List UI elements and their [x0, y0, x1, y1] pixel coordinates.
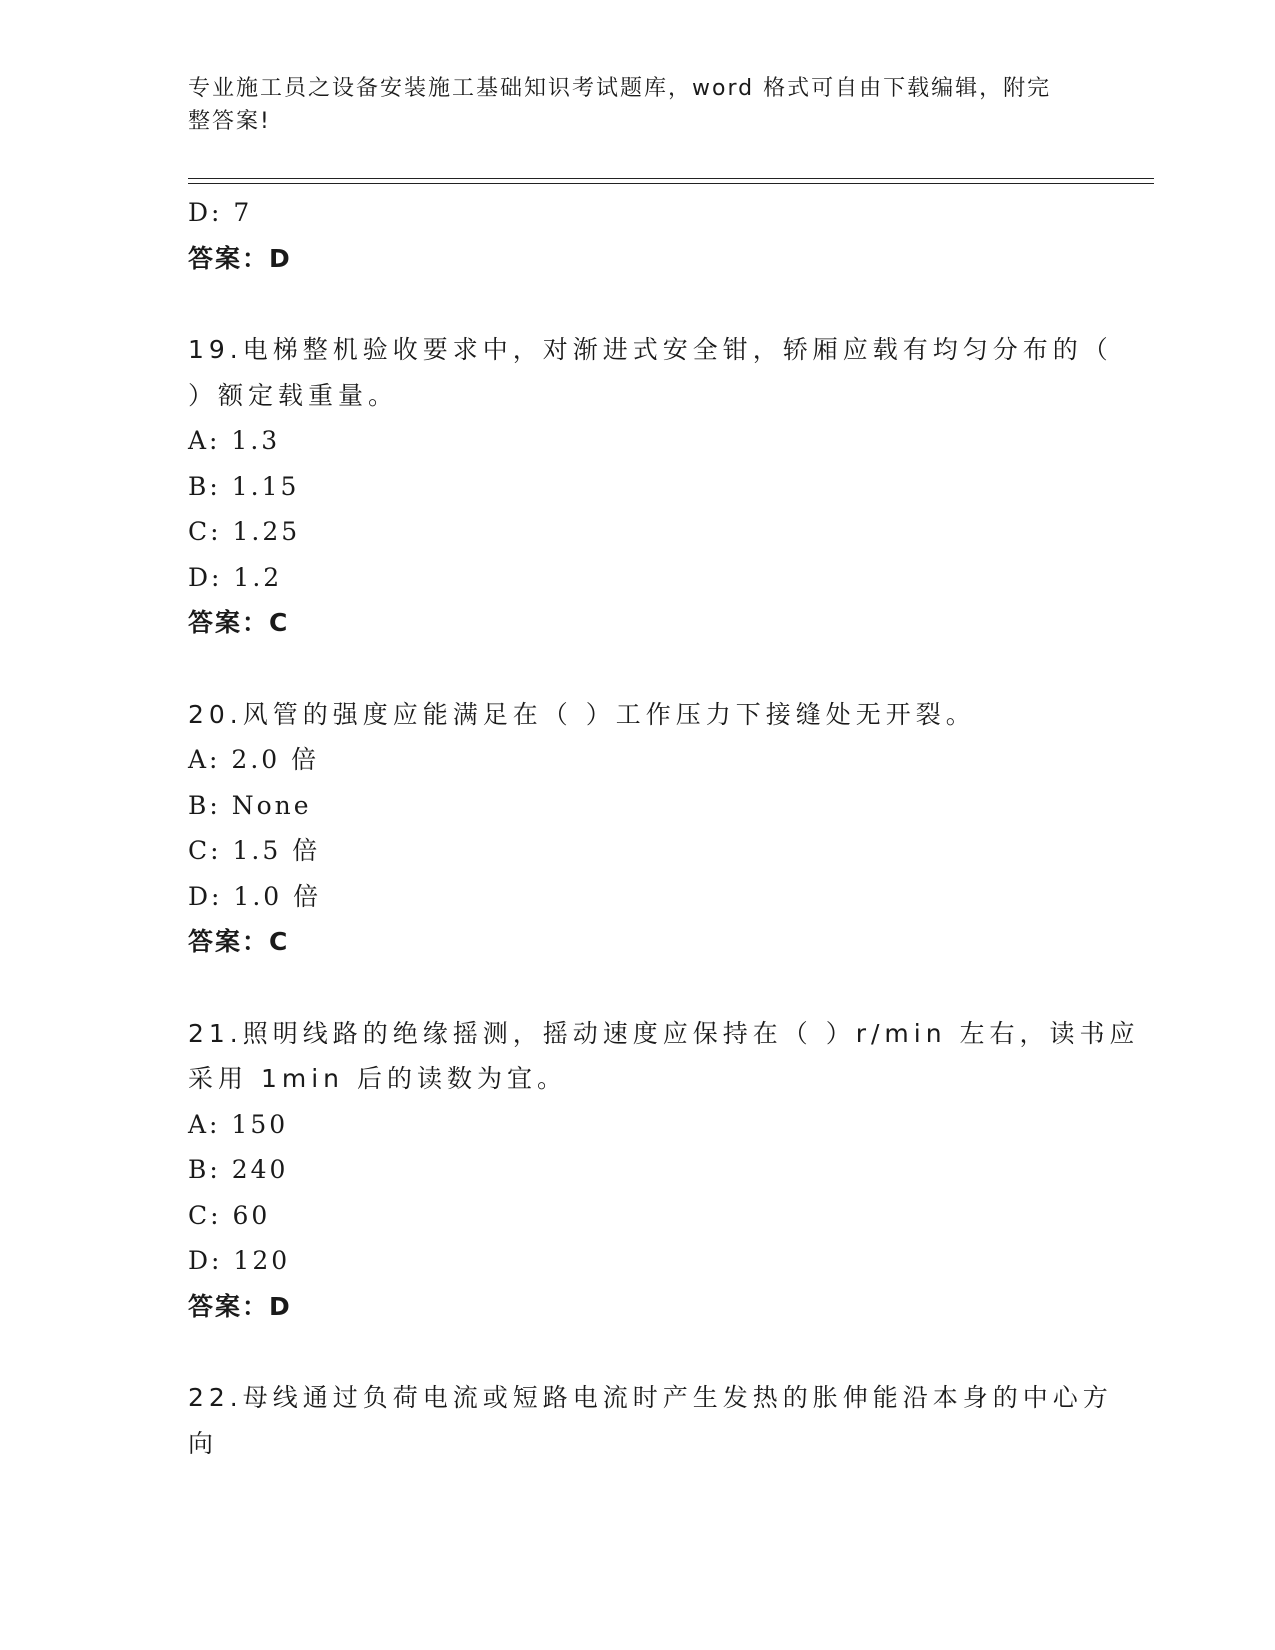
header-divider-bottom: [188, 183, 1154, 184]
option-c: C: 1.25: [188, 517, 301, 546]
answer: 答案：C: [188, 927, 290, 956]
question-22: [188, 1375, 1113, 1466]
option-d: D: 120: [188, 1246, 291, 1275]
spacer: [188, 646, 1088, 692]
option-b: B: 1.15: [188, 471, 300, 501]
answer: 答案：D: [188, 1291, 292, 1321]
header-title: 专业施工员之设备安装施工基础知识考试题库，word 格式可自由下载编辑，附完整答案!: [188, 76, 1052, 134]
header-divider-top: [188, 178, 1154, 179]
document-header: [188, 72, 1068, 138]
option-d: D: 1.2: [188, 562, 283, 592]
question-text: 19.电梯整机验收要求中，对渐进式安全钳，轿厢应载有均匀分布的（: [188, 335, 1113, 364]
spacer: [188, 1329, 1088, 1375]
option-d: D: 1.0 倍: [188, 881, 322, 911]
spacer: [188, 965, 1088, 1011]
question-19: [188, 327, 1113, 646]
question-18-tail: [188, 190, 1088, 281]
question-text: 21.照明线路的绝缘摇测，摇动速度应保持在（ ）r/min 左右，读书应: [188, 1018, 1140, 1048]
answer: 答案：C: [188, 608, 290, 637]
question-21: [188, 1011, 1140, 1330]
question-text-cont: 向: [188, 1428, 219, 1458]
question-text: 22.母线通过负荷电流或短路电流时产生发热的胀伸能沿本身的中心方: [188, 1383, 1113, 1412]
option-b: B: 240: [188, 1155, 289, 1184]
spacer: [188, 281, 1088, 327]
question-text-cont: 采用 1min 后的读数为宜。: [188, 1064, 567, 1093]
option-c: C: 1.5 倍: [188, 836, 321, 865]
option-b: B: None: [188, 790, 312, 820]
question-text: 20.风管的强度应能满足在（ ）工作压力下接缝处无开裂。: [188, 699, 976, 729]
answer: 答案：D: [188, 243, 292, 273]
option-c: C: 60: [188, 1200, 271, 1230]
option-a: A: 2.0 倍: [188, 745, 320, 774]
question-text-cont: ）额定载重量。: [188, 380, 399, 410]
option-d: D: 7: [188, 198, 253, 227]
question-20: [188, 692, 1088, 965]
question-list: [188, 190, 1140, 1466]
option-a: A: 1.3: [188, 426, 281, 455]
option-a: A: 150: [188, 1109, 289, 1139]
